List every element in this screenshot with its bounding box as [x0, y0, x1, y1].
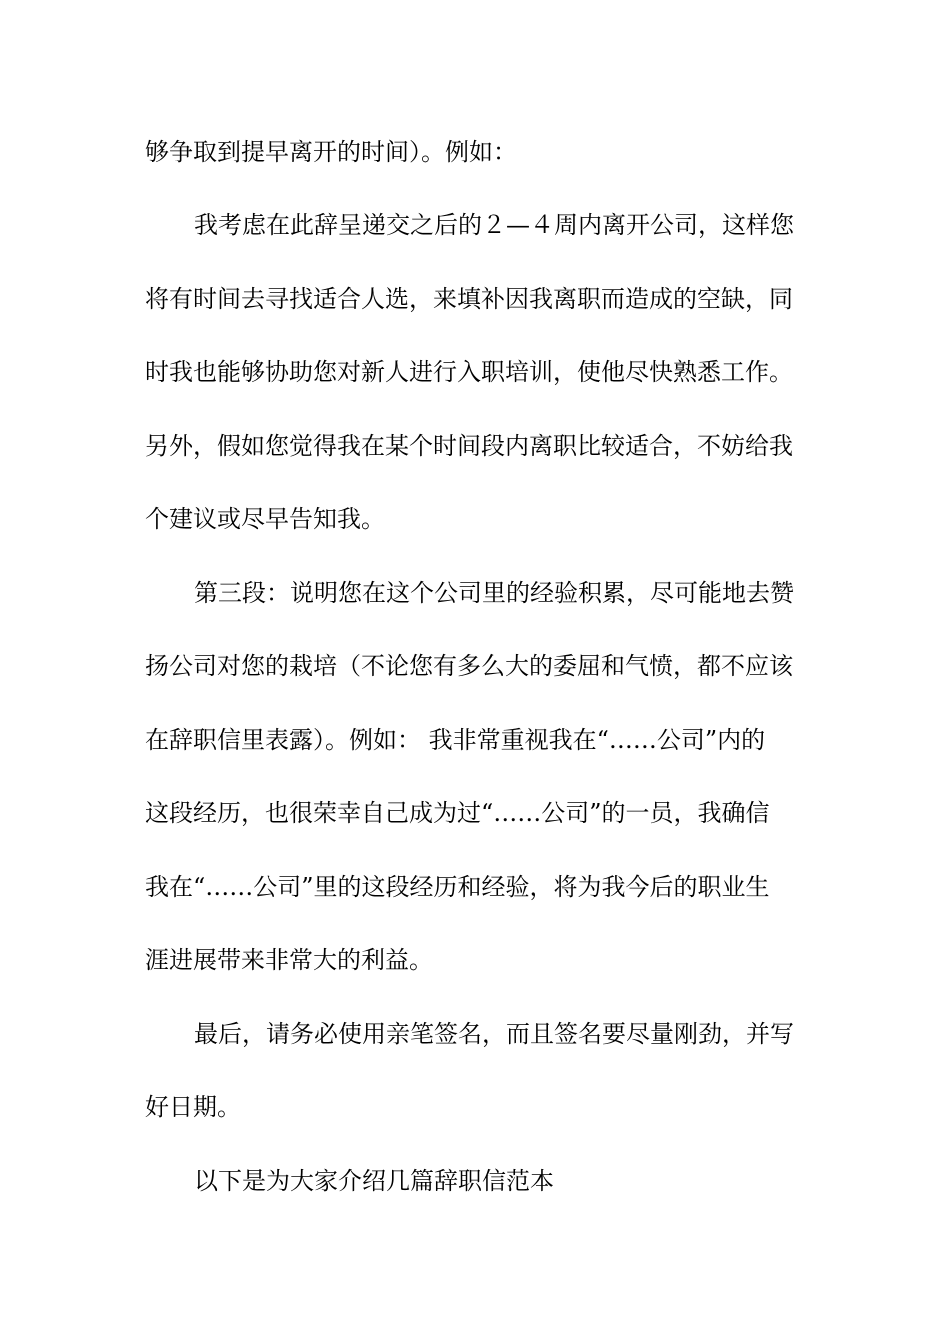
text-line: 将有时间去寻找适合人选，来填补因我离职而造成的空缺，同: [145, 285, 793, 313]
text-line: 我在“……公司”里的这段经历和经验，将为我今后的职业生: [145, 873, 770, 901]
text-line: 最后，请务必使用亲笔签名，而且签名要尽量刚劲，并写: [194, 1020, 794, 1048]
text-line: 我考虑在此辞呈递交之后的２—４周内离开公司，这样您: [194, 211, 794, 239]
text-line: 时我也能够协助您对新人进行入职培训，使他尽快熟悉工作。: [145, 358, 793, 386]
text-line: 个建议或尽早告知我。: [145, 505, 385, 533]
text-line: 另外，假如您觉得我在某个时间段内离职比较适合，不妨给我: [145, 432, 793, 460]
text-line: 够争取到提早离开的时间）。例如：: [145, 138, 517, 166]
text-line: 在辞职信里表露）。例如： 我非常重视我在“……公司”内的: [145, 726, 766, 754]
text-line: 以下是为大家介绍几篇辞职信范本: [194, 1167, 554, 1195]
text-line: 第三段：说明您在这个公司里的经验积累，尽可能地去赞: [194, 579, 794, 607]
text-line: 扬公司对您的栽培（不论您有多么大的委屈和气愤，都不应该: [145, 652, 793, 680]
text-line: 这段经历，也很荣幸自己成为过“……公司”的一员，我确信: [145, 799, 770, 827]
text-line: 涯进展带来非常大的利益。: [145, 946, 433, 974]
text-line: 好日期。: [145, 1093, 241, 1121]
